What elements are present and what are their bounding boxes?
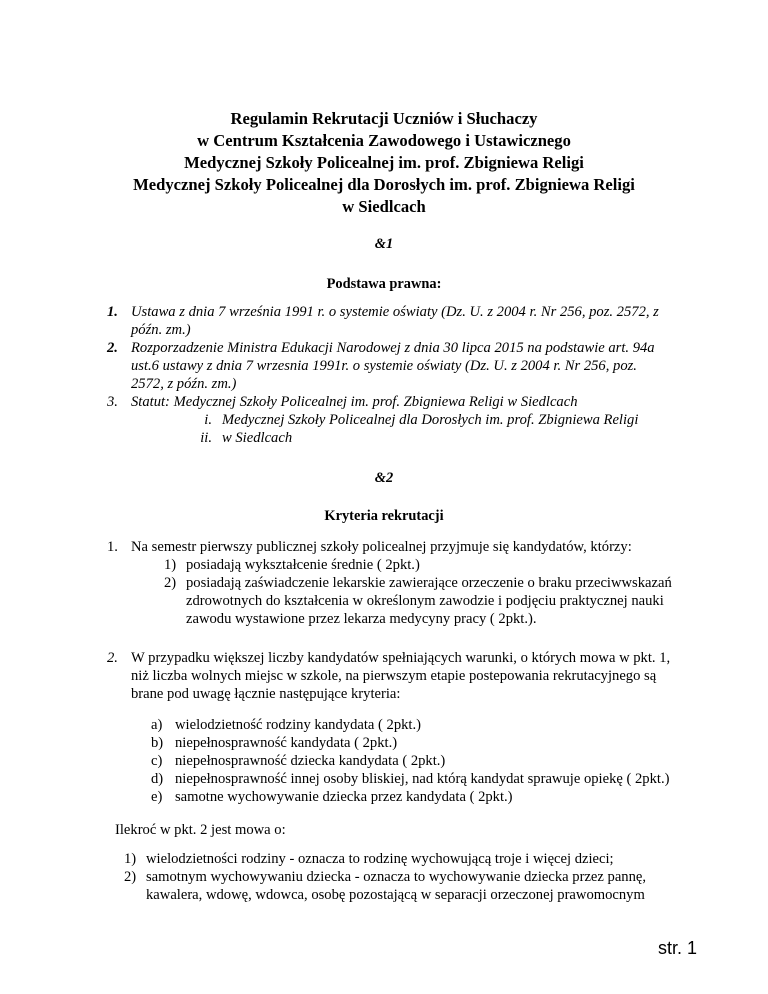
paragraph-number: 1. xyxy=(107,539,118,555)
page-number: str. 1 xyxy=(658,938,698,958)
sub-item-text: w Siedlcach xyxy=(222,430,293,446)
criteria-text: samotne wychowywanie dziecka przez kandydata ( 2pkt.) xyxy=(175,789,513,805)
paragraph-text: brane pod uwagę łącznie następujące kryteria: xyxy=(131,686,401,702)
ilekroc-line: Ilekroć w pkt. 2 jest mowa o: xyxy=(115,822,286,838)
criteria-letter: c) xyxy=(151,753,163,769)
criteria-letter: d) xyxy=(151,771,164,787)
paragraph-text: W przypadku większej liczby kandydatów spełniających warunki, o których mowa w pkt. 1, xyxy=(131,650,671,666)
section-1-mark: &1 xyxy=(374,236,394,252)
definition-number: 1) xyxy=(124,851,137,867)
criteria-text: niepełnosprawność innej osoby bliskiej, nad którą kandydat sprawuje opiekę ( 2pkt.) xyxy=(175,771,670,787)
sub-item-number: ii. xyxy=(200,430,212,446)
list-item-number: 3. xyxy=(107,394,118,410)
list-item-text: Ustawa z dnia 7 września 1991 r. o systemie oświaty (Dz. U. z 2004 r. Nr 256, poz. 2572, z xyxy=(131,304,659,320)
criteria-text: niepełnosprawność dziecka kandydata ( 2pkt.) xyxy=(175,753,446,769)
sub-item-text: Medycznej Szkoły Policealnej dla Dorosłych im. prof. Zbigniewa Religi xyxy=(222,412,639,428)
criteria-letter: b) xyxy=(151,735,164,751)
definition-number: 2) xyxy=(124,869,137,885)
title-line-4: Medycznej Szkoły Policealnej dla Dorosłych im. prof. Zbigniewa Religi xyxy=(133,175,635,194)
sub-item-text: zawodu wystawione przez lekarza medycyny pracy ( 2pkt.). xyxy=(186,611,537,627)
title-line-3: Medycznej Szkoły Policealnej im. prof. Zbigniewa Religi xyxy=(184,153,584,172)
section-2-heading: Kryteria rekrutacji xyxy=(324,508,444,524)
paragraph-text: niż liczba wolnych miejsc w szkole, na pierwszym etapie postepowania rekrutacyjnego są xyxy=(131,668,657,684)
list-item-text: 2572, z późn. zm.) xyxy=(131,376,237,392)
sub-item-text: posiadają zaświadczenie lekarskie zawierające orzeczenie o braku przeciwwskazań xyxy=(186,575,672,591)
list-item-number: 2. xyxy=(107,340,118,356)
title-line-5: w Siedlcach xyxy=(342,197,426,216)
title-line-2: w Centrum Kształcenia Zawodowego i Ustawicznego xyxy=(197,131,571,150)
criteria-letter: a) xyxy=(151,717,163,733)
title-line-1: Regulamin Rekrutacji Uczniów i Słuchaczy xyxy=(230,109,538,128)
section-1-heading: Podstawa prawna: xyxy=(326,276,442,292)
sub-item-number: i. xyxy=(204,412,212,428)
sub-item-number: 1) xyxy=(164,557,177,573)
sub-item-text: zdrowotnych do kształcenia w określonym zawodzie i podjęciu praktycznej nauki xyxy=(186,593,664,609)
criteria-text: niepełnosprawność kandydata ( 2pkt.) xyxy=(175,735,398,751)
criteria-text: wielodzietność rodziny kandydata ( 2pkt.) xyxy=(175,717,421,733)
paragraph-text: Na semestr pierwszy publicznej szkoły policealnej przyjmuje się kandydatów, którzy: xyxy=(131,539,632,555)
definition-text: kawalera, wdowę, wdowca, osobę pozostającą w separacji orzeczonej prawomocnym xyxy=(146,887,645,903)
sub-item-text: posiadają wykształcenie średnie ( 2pkt.) xyxy=(186,557,420,573)
sub-item-number: 2) xyxy=(164,575,177,591)
list-item-number: 1. xyxy=(107,304,118,320)
criteria-letter: e) xyxy=(151,789,163,805)
list-item-text: ust.6 ustawy z dnia 7 wrzesnia 1991r. o systemie oświaty (Dz. U. z 2004 r. Nr 256, poz. xyxy=(131,358,637,374)
definition-text: wielodzietności rodziny - oznacza to rodzinę wychowującą troje i więcej dzieci; xyxy=(146,851,614,867)
list-item-text: Rozporzadzenie Ministra Edukacji Narodowej z dnia 30 lipca 2015 na podstawie art. 94a xyxy=(131,340,655,356)
section-2-mark: &2 xyxy=(374,470,394,486)
list-item-text: Statut: Medycznej Szkoły Policealnej im. prof. Zbigniewa Religi w Siedlcach xyxy=(131,394,578,410)
paragraph-number: 2. xyxy=(107,650,118,666)
definition-text: samotnym wychowywaniu dziecka - oznacza to wychowywanie dziecka przez pannę, xyxy=(146,869,647,885)
list-item-text: późn. zm.) xyxy=(131,322,191,338)
